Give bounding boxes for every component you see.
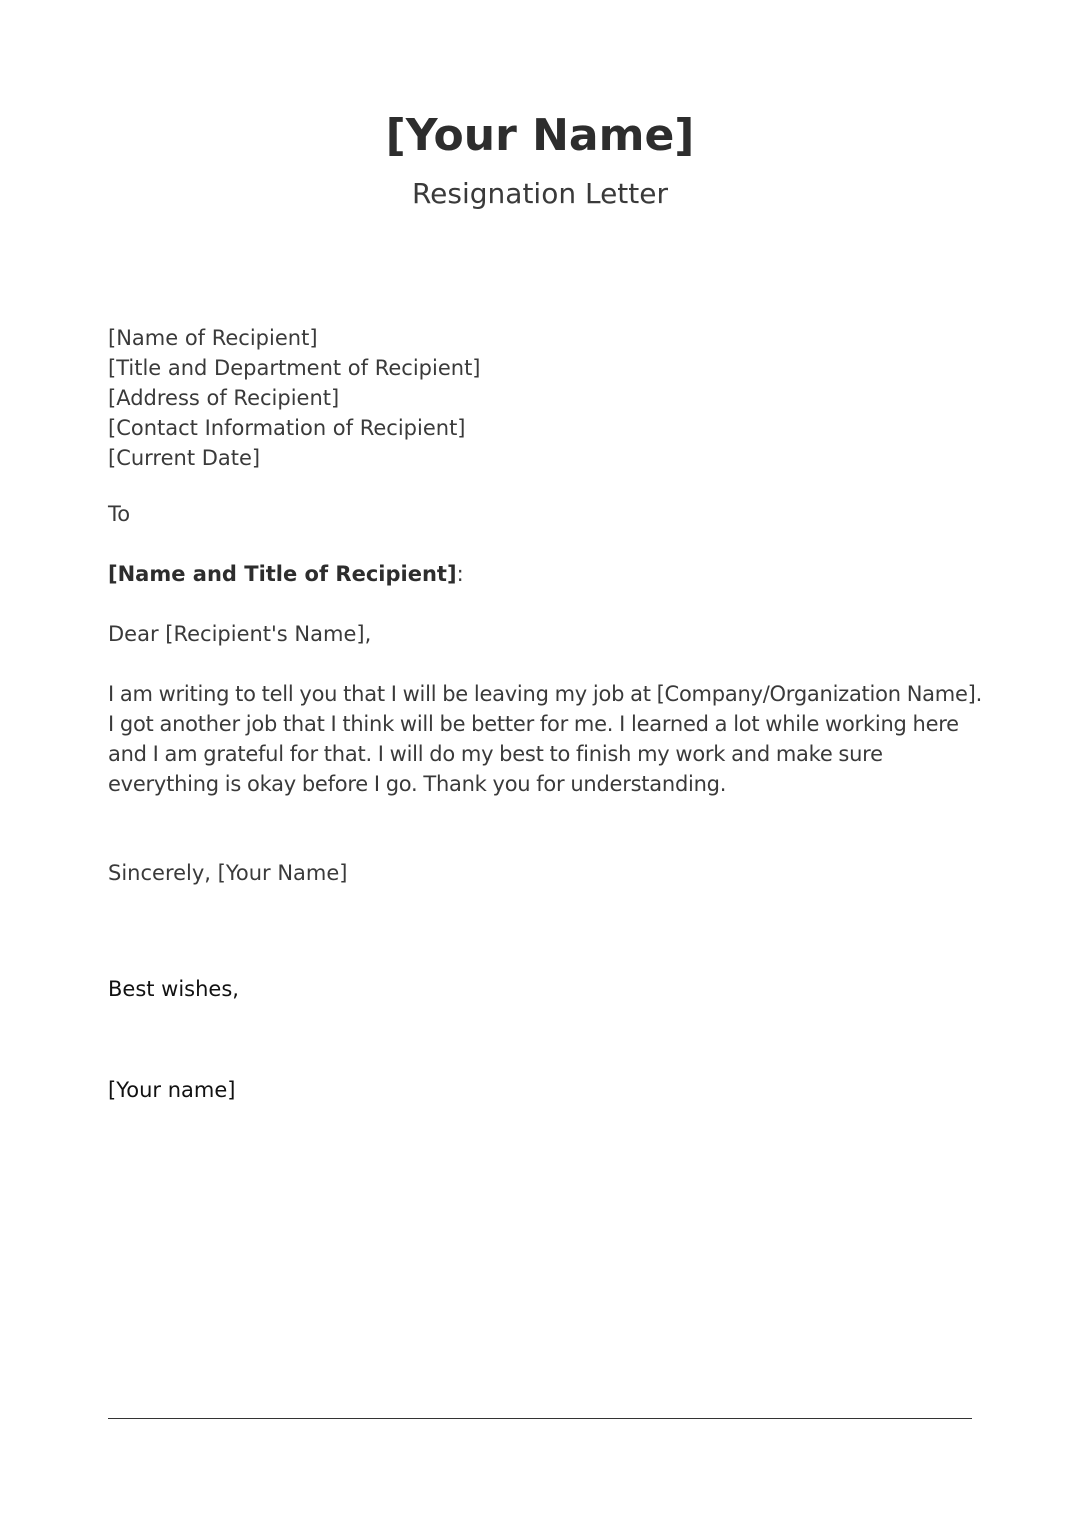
- closing-sincerely-line: Sincerely, [Your Name]: [108, 861, 348, 885]
- recipient-name-title-line: [108, 559, 988, 589]
- letter-body-paragraph: I am writing to tell you that I will be leaving my job at [Company/Organization Name]. I got another job that I think will be better for me. I learned a lot while working here and I am grateful for that. I will do my best to finish my work and make sure everything is okay before I go. Thank you for understanding.: [108, 682, 983, 796]
- closing-best-wishes-line: Best wishes,: [108, 977, 239, 1001]
- footer-divider: [108, 1418, 972, 1419]
- salutation-line: Dear [Recipient's Name],: [108, 622, 372, 646]
- page-title: [Your Name]: [385, 110, 695, 161]
- recipient-name-title-colon: :: [456, 562, 464, 586]
- recipient-name-line: [Name of Recipient]: [108, 326, 318, 350]
- to-line: To: [108, 502, 131, 526]
- recipient-address-block: [108, 323, 988, 473]
- recipient-contact-line: [Contact Information of Recipient]: [108, 416, 466, 440]
- recipient-address-line: [Address of Recipient]: [108, 386, 340, 410]
- recipient-title-line: [Title and Department of Recipient]: [108, 356, 481, 380]
- current-date-line: [Current Date]: [108, 446, 261, 470]
- signature-name-line: [Your name]: [108, 1078, 236, 1102]
- document-subtitle: Resignation Letter: [411, 177, 669, 210]
- recipient-name-title-bold: [Name and Title of Recipient]: [108, 562, 457, 586]
